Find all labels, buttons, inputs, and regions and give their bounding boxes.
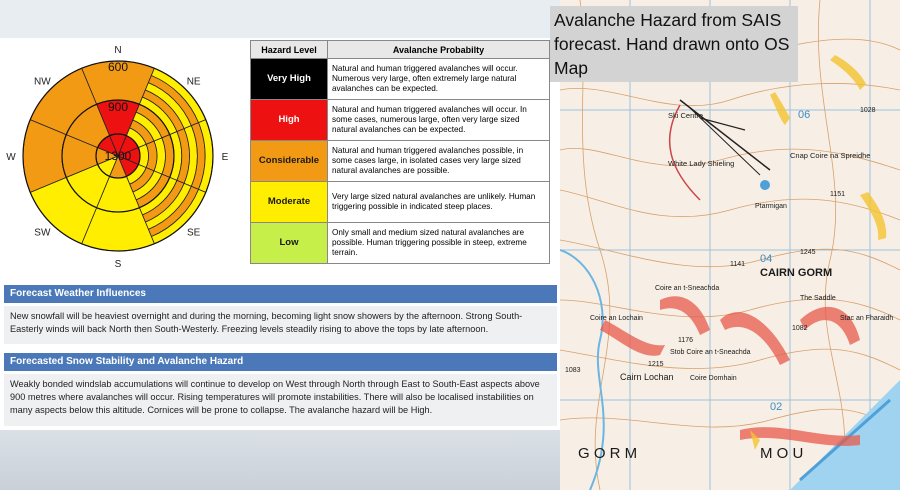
map-label-stac: Stac an Fharaidh — [840, 315, 894, 322]
map-label-1151: 1151 — [830, 191, 846, 198]
rose-direction-label: N — [114, 45, 122, 56]
rose-altitude-label: 1300 — [104, 149, 132, 163]
header-hazard-level: Hazard Level — [251, 41, 328, 59]
map-label-the-saddle: The Saddle — [800, 295, 836, 302]
map-label-mou: M O U — [760, 445, 804, 462]
weather-heading: Forecast Weather Influences — [4, 285, 557, 303]
map-label-1028: 1028 — [860, 107, 876, 114]
map-label-stob-coire: Stob Coire an t-Sneachda — [670, 349, 751, 356]
hazard-description-cell: Very large sized natural avalanches are unlikely. Human triggering possible in indicated steep places. — [328, 182, 550, 223]
rose-direction-label: SE — [186, 227, 201, 239]
map-label-white-lady: White Lady Shieling — [668, 159, 735, 168]
map-label-cnap: Cnap Coire na Spreidhe — [790, 151, 871, 160]
rose-direction-label: NE — [186, 76, 201, 88]
map-label-gorm: G O R M — [578, 445, 638, 462]
hazard-level-cell: Very High — [251, 59, 328, 100]
hazard-level-cell: Considerable — [251, 141, 328, 182]
map-label-ptarmigan: Ptarmigan — [755, 203, 787, 210]
rose-altitude-label: 900 — [107, 100, 129, 114]
rose-direction-label: NW — [34, 76, 51, 88]
map-label-1141: 1141 — [730, 261, 746, 268]
map-label-coire-domhain: Coire Domhain — [690, 375, 737, 382]
map-grid-06: 06 — [798, 109, 811, 121]
stability-text: Weakly bonded windslab accumulations will continue to develop on West through North through East to South-East aspects above 900 metres where avalanches will occur. Rising temperatures will promote instabilities. There will also be localised instabilities on many aspects below this altitude. Cornices will be prone to collapse. The avalanche hazard will be High. — [4, 374, 557, 426]
hazard-description-cell: Only small and medium sized natural avalanches are possible. Human triggering possible in steep, extreme terrain. — [328, 223, 550, 264]
map-grid-02: 02 — [770, 401, 783, 413]
map-label-1176: 1176 — [678, 337, 694, 344]
weather-text: New snowfall will be heaviest overnight and during the morning, becoming light snow showers by the afternoon. Strong South-Easterly winds will back North then South-Westerly. Freezing levels steadily rising to above the tops by late afternoon. — [4, 306, 557, 344]
rose-direction-label: W — [6, 152, 16, 163]
map-grid-04: 04 — [760, 253, 773, 265]
map-label-cairn-gorm: CAIRN GORM — [760, 267, 833, 279]
hazard-row — [251, 100, 550, 141]
map-label-cairn-lochan: Cairn Lochan — [620, 372, 674, 382]
avalanche-rose — [0, 38, 240, 273]
hazard-description-cell: Natural and human triggered avalanches possible, in some cases large, in isolated cases very large sized natural avalanches are possible. — [328, 141, 550, 182]
map-label-1245: 1245 — [800, 249, 816, 256]
rose-direction-label: S — [114, 259, 122, 270]
hazard-description-cell: Natural and human triggered avalanches will occur. Numerous very large, often extremely large natural avalanches can be expected. — [328, 59, 550, 100]
rose-direction-label: E — [221, 152, 229, 163]
hazard-level-cell: High — [251, 100, 328, 141]
hazard-table — [250, 40, 550, 264]
hazard-row — [251, 182, 550, 223]
map-label-coire-an-lochain: Coire an Lochain — [590, 315, 643, 322]
rose-graphic — [0, 38, 240, 273]
map-label-1083: 1083 — [565, 367, 581, 374]
hazard-row — [251, 141, 550, 182]
hazard-level-cell: Moderate — [251, 182, 328, 223]
header-avalanche-probability: Avalanche Probabilty — [328, 41, 550, 59]
hazard-row — [251, 59, 550, 100]
map-label-ski-centre: Ski Centre — [668, 111, 704, 120]
map-title: Avalanche Hazard from SAIS forecast. Hand drawn onto OS Map — [550, 6, 798, 82]
stability-heading: Forecasted Snow Stability and Avalanche Hazard — [4, 353, 557, 371]
map-label-coire-an-t-sneachda: Coire an t-Sneachda — [655, 285, 720, 292]
map-label-1215: 1215 — [648, 361, 664, 368]
table-header-row — [251, 41, 550, 59]
hazard-description-cell: Natural and human triggered avalanches will occur. In some cases, numerous large, often very large sized natural avalanches can be expected. — [328, 100, 550, 141]
rose-altitude-label: 600 — [107, 60, 129, 74]
rose-direction-label: SW — [34, 227, 51, 239]
map-label-1082: 1082 — [792, 325, 808, 332]
hazard-level-cell: Low — [251, 223, 328, 264]
hazard-row — [251, 223, 550, 264]
